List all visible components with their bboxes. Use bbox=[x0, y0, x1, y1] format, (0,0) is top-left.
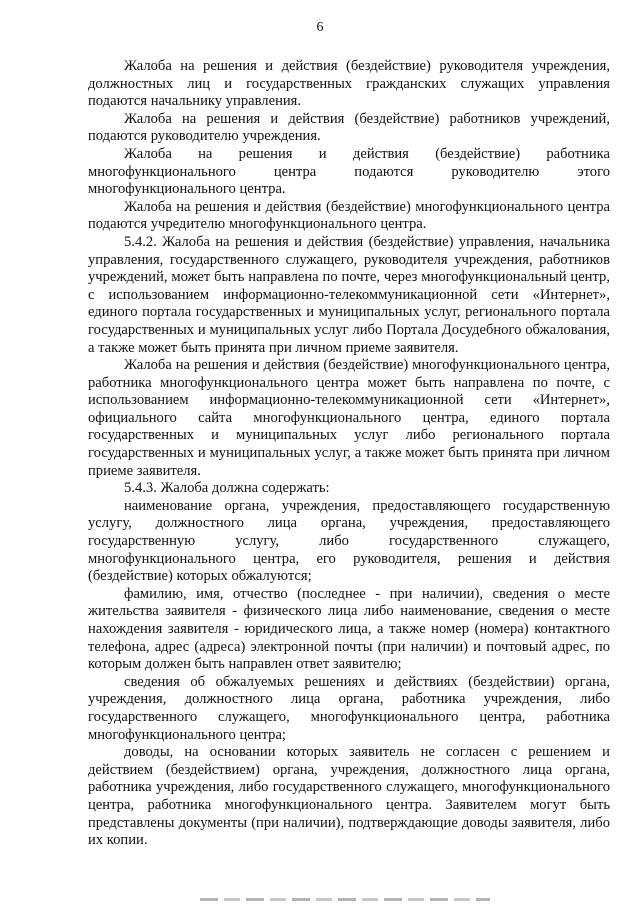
paragraph-item-applicant-info: фамилию, имя, отчество (последнее - при наличии), сведения о месте жительства заявителя - физического лица либо наименование, сведения о месте нахождения заявителя - юридического лица, а также номер (номера) контактного телефона, адрес (адреса) электронной почты (при наличии) и почтовый адрес, по которым должен быть направлен ответ заявителю; bbox=[88, 585, 610, 673]
scan-artifact bbox=[200, 898, 490, 901]
paragraph-complaint-head-of-institution: Жалоба на решения и действия (бездействие) руководителя учреждения, должностных лиц и государственных гражданских служащих управления подаются начальнику управления. bbox=[88, 58, 610, 110]
page-number: 6 bbox=[316, 20, 324, 35]
paragraph-5-4-3: 5.4.3. Жалоба должна содержать: bbox=[124, 480, 330, 497]
paragraph-item-arguments: доводы, на основании которых заявитель не согласен с решением и действием (бездействием) органа, учреждения, должностного лица органа, работника учреждения, либо государственного служащего, многофункционального центра, работника многофункционального центра. Заявителем могут быть представлены документы (при наличии), подтверждающие доводы заявителя, либо их копии. bbox=[88, 744, 610, 849]
paragraph-complaint-institution-workers: Жалоба на решения и действия (бездействие) работников учреждений, подаются руководителю учреждения. bbox=[88, 110, 610, 145]
paragraph-complaint-mfc-channels: Жалоба на решения и действия (бездействие) многофункционального центра, работника многофункционального центра может быть направлена по почте, с использованием информационно-телекоммуникационной сети «Интернет», официального сайта многофункционального центра, единого портала государственных и муниципальных услуг либо регионального портала государственных и муниципальных услуг, а также может быть принята при личном приеме заявителя. bbox=[88, 357, 610, 479]
paragraph-item-organ-name: наименование органа, учреждения, предоставляющего государственную услугу, должностного лица органа, учреждения, предоставляющего государственную услугу, либо государственного служащего, многофункционального центра, его руководителя, решения и действия (бездействие) которых обжалуются; bbox=[88, 497, 610, 585]
paragraph-complaint-mfc: Жалоба на решения и действия (бездействие) многофункционального центра подаются учредителю многофункционального центра. bbox=[88, 198, 610, 233]
paragraph-complaint-mfc-worker: Жалоба на решения и действия (бездействие) работника многофункционального центра подаются руководителю этого многофункционального центра. bbox=[88, 145, 610, 198]
document-body bbox=[88, 58, 610, 850]
paragraph-item-appealed-decisions: сведения об обжалуемых решениях и действиях (бездействии) органа, учреждения, должностного лица органа, работника учреждения, либо государственного служащего, многофункционального центра, работника многофункционального центра; bbox=[88, 673, 610, 743]
paragraph-5-4-2: 5.4.2. Жалоба на решения и действия (бездействие) управления, начальника управления, государственного служащего, руководителя учреждения, работников учреждений, может быть направлена по почте, через многофункциональный центр, с использованием информационно-телекоммуникационной сети «Интернет», единого портала государственных и муниципальных услуг, регионального портала государственных и муниципальных услуг либо Портала Досудебного обжалования, а также может быть принята при личном приеме заявителя. bbox=[88, 233, 610, 356]
